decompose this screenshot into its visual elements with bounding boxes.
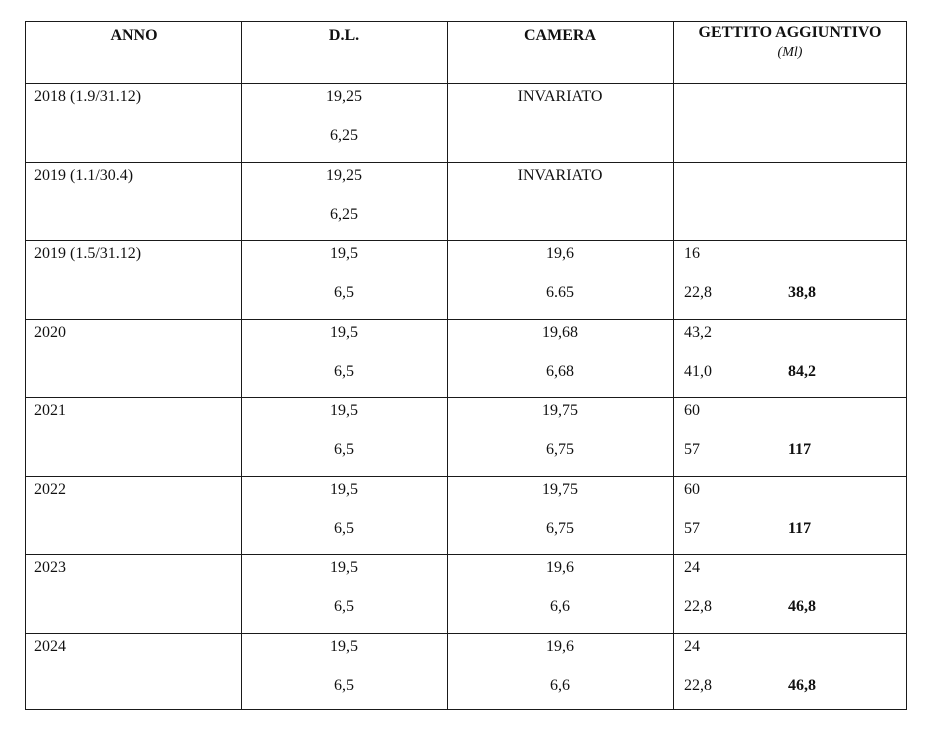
cell-dl-first: 19,25 [326, 166, 362, 184]
cell-dl-second: 6,5 [334, 676, 354, 694]
cell-anno: 2020 [34, 323, 66, 341]
row-divider [26, 397, 906, 398]
cell-camera-second: 6,6 [550, 598, 570, 615]
cell-dl-first: 19,5 [330, 245, 358, 262]
cell-camera-first: INVARIATO [517, 88, 603, 105]
cell-anno: 2018 (1.9/31.12) [34, 88, 142, 105]
cell-gettito-first: 16 [684, 245, 700, 262]
cell-camera-first: 19,6 [546, 637, 574, 655]
cell-gettito-total: 46,8 [788, 676, 816, 694]
cell-camera-first: 19,6 [546, 559, 574, 576]
column-divider [447, 22, 448, 709]
cell-gettito-first: 24 [684, 559, 700, 576]
cell-gettito-first: 60 [684, 480, 700, 498]
cell-dl-second: 6,5 [334, 362, 354, 380]
header-camera: CAMERA [524, 27, 596, 44]
cell-gettito-first: 24 [684, 637, 700, 655]
cell-gettito-second: 22,8 [684, 598, 712, 615]
cell-gettito-second: 22,8 [684, 676, 712, 694]
cell-camera-first: 19,75 [542, 402, 578, 419]
cell-gettito-total: 38,8 [788, 284, 816, 301]
cell-anno: 2019 (1.5/31.12) [34, 245, 142, 262]
cell-gettito-second: 22,8 [684, 284, 712, 301]
cell-camera-first: 19,75 [542, 480, 578, 498]
row-divider [26, 476, 906, 477]
row-divider [26, 633, 906, 634]
cell-dl-second: 6,5 [334, 519, 354, 537]
cell-dl-first: 19,5 [330, 480, 358, 498]
cell-anno: 2021 [34, 402, 66, 419]
cell-dl-first: 19,5 [330, 559, 358, 576]
cell-gettito-total: 46,8 [788, 598, 816, 615]
cell-anno: 2024 [34, 637, 66, 655]
cell-dl-second: 6,5 [334, 284, 354, 301]
header-gettito: GETTITO AGGIUNTIVO [698, 24, 882, 41]
row-divider [26, 162, 906, 163]
column-divider [241, 22, 242, 709]
cell-camera-first: 19,68 [542, 323, 578, 341]
cell-gettito-second: 57 [684, 519, 700, 537]
cell-dl-second: 6,25 [330, 127, 358, 144]
cell-dl-first: 19,5 [330, 402, 358, 419]
cell-dl-second: 6,25 [330, 205, 358, 223]
cell-camera-second: 6,68 [546, 362, 574, 380]
cell-camera-first: INVARIATO [517, 166, 603, 184]
cell-gettito-total: 117 [788, 441, 812, 458]
data-table [25, 21, 907, 710]
cell-anno: 2023 [34, 559, 66, 576]
cell-camera-second: 6,75 [546, 519, 574, 537]
row-divider [26, 554, 906, 555]
header-gettito-unit: (Ml) [777, 45, 803, 60]
cell-dl-second: 6,5 [334, 441, 354, 458]
cell-dl-first: 19,25 [326, 88, 362, 105]
row-divider [26, 240, 906, 241]
header-anno: ANNO [110, 27, 158, 44]
cell-dl-second: 6,5 [334, 598, 354, 615]
cell-gettito-second: 57 [684, 441, 700, 458]
cell-gettito-first: 43,2 [684, 323, 712, 341]
cell-camera-second: 6,6 [550, 676, 570, 694]
cell-gettito-second: 41,0 [684, 362, 712, 380]
cell-dl-first: 19,5 [330, 323, 358, 341]
cell-camera-second: 6.65 [546, 284, 574, 301]
cell-gettito-total: 117 [788, 519, 812, 537]
cell-gettito-first: 60 [684, 402, 700, 419]
row-divider [26, 319, 906, 320]
column-divider [673, 22, 674, 709]
cell-dl-first: 19,5 [330, 637, 358, 655]
cell-camera-second: 6,75 [546, 441, 574, 458]
row-divider [26, 83, 906, 84]
cell-anno: 2019 (1.1/30.4) [34, 166, 134, 184]
header-dl: D.L. [328, 27, 360, 44]
cell-gettito-total: 84,2 [788, 362, 816, 380]
cell-camera-first: 19,6 [546, 245, 574, 262]
cell-anno: 2022 [34, 480, 66, 498]
